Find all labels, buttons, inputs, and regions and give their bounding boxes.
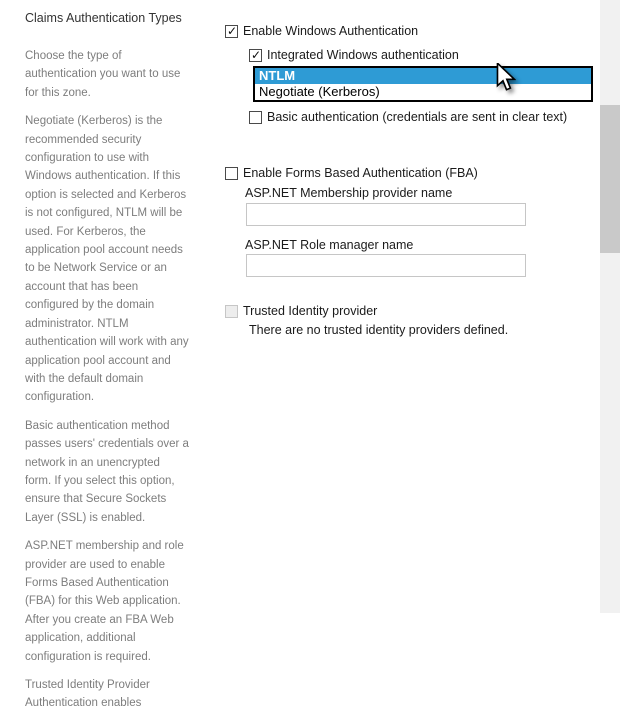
description-paragraph: Choose the type of authentication you want to use for this zone. — [25, 50, 181, 99]
checkmark-icon: ✓ — [251, 47, 262, 62]
checkmark-icon: ✓ — [227, 23, 238, 38]
enable-windows-auth-checkbox[interactable] — [225, 25, 238, 38]
integrated-windows-auth-checkbox[interactable] — [249, 49, 262, 62]
enable-windows-auth-row[interactable] — [225, 23, 418, 39]
listbox-option-ntlm[interactable]: NTLM — [255, 68, 591, 84]
trusted-identity-label: Trusted Identity provider — [243, 304, 378, 318]
trusted-identity-checkbox — [225, 305, 238, 318]
enable-fba-row[interactable] — [225, 165, 478, 181]
integrated-auth-listbox[interactable] — [253, 66, 593, 102]
basic-auth-checkbox[interactable] — [249, 111, 262, 124]
mouse-cursor-icon — [496, 63, 516, 93]
description-paragraph: ASP.NET membership and role provider are used to enable Forms Based Authentication (FBA) for this Web application. After you create an FBA Web application, additional configuration is required. — [25, 540, 184, 663]
membership-provider-label: ASP.NET Membership provider name — [245, 186, 453, 200]
role-manager-input[interactable] — [246, 254, 526, 277]
enable-fba-label[interactable]: Enable Forms Based Authentication (FBA) — [243, 166, 478, 180]
role-manager-label: ASP.NET Role manager name — [245, 238, 414, 252]
listbox-option-negotiate-kerberos[interactable]: Negotiate (Kerberos) — [259, 84, 380, 99]
trusted-identity-note: There are no trusted identity providers defined. — [249, 323, 509, 337]
basic-auth-label[interactable]: Basic authentication (credentials are sent in clear text) — [267, 110, 568, 124]
page-title: Claims Authentication Types — [25, 11, 182, 25]
scrollbar-track[interactable] — [600, 0, 620, 613]
membership-provider-input[interactable] — [246, 203, 526, 226]
description-paragraph: Trusted Identity Provider Authentication enables — [25, 679, 150, 710]
integrated-windows-auth-row[interactable] — [249, 47, 459, 63]
trusted-identity-row — [225, 303, 377, 319]
enable-windows-auth-label[interactable]: Enable Windows Authentication — [243, 24, 419, 38]
basic-auth-row[interactable] — [249, 109, 567, 125]
scrollbar-thumb[interactable] — [600, 105, 620, 253]
enable-fba-checkbox[interactable] — [225, 167, 238, 180]
integrated-windows-auth-label[interactable]: Integrated Windows authentication — [267, 48, 459, 62]
description-paragraph: Basic authentication method passes users' credentials over a network in an unencrypted form. If you select this option, ensure that Secure Sockets Layer (SSL) is enabled. — [25, 419, 189, 524]
description-paragraph: Negotiate (Kerberos) is the recommended security configuration to use with Windows authentication. If this option is selected and Kerberos is not configured, NTLM will be used. For Kerberos, the application pool account needs to be Network Service or an account that has been configured by the domain administrator. NTLM authentication will work with any application pool account and with the default domain configuration. — [25, 115, 189, 404]
